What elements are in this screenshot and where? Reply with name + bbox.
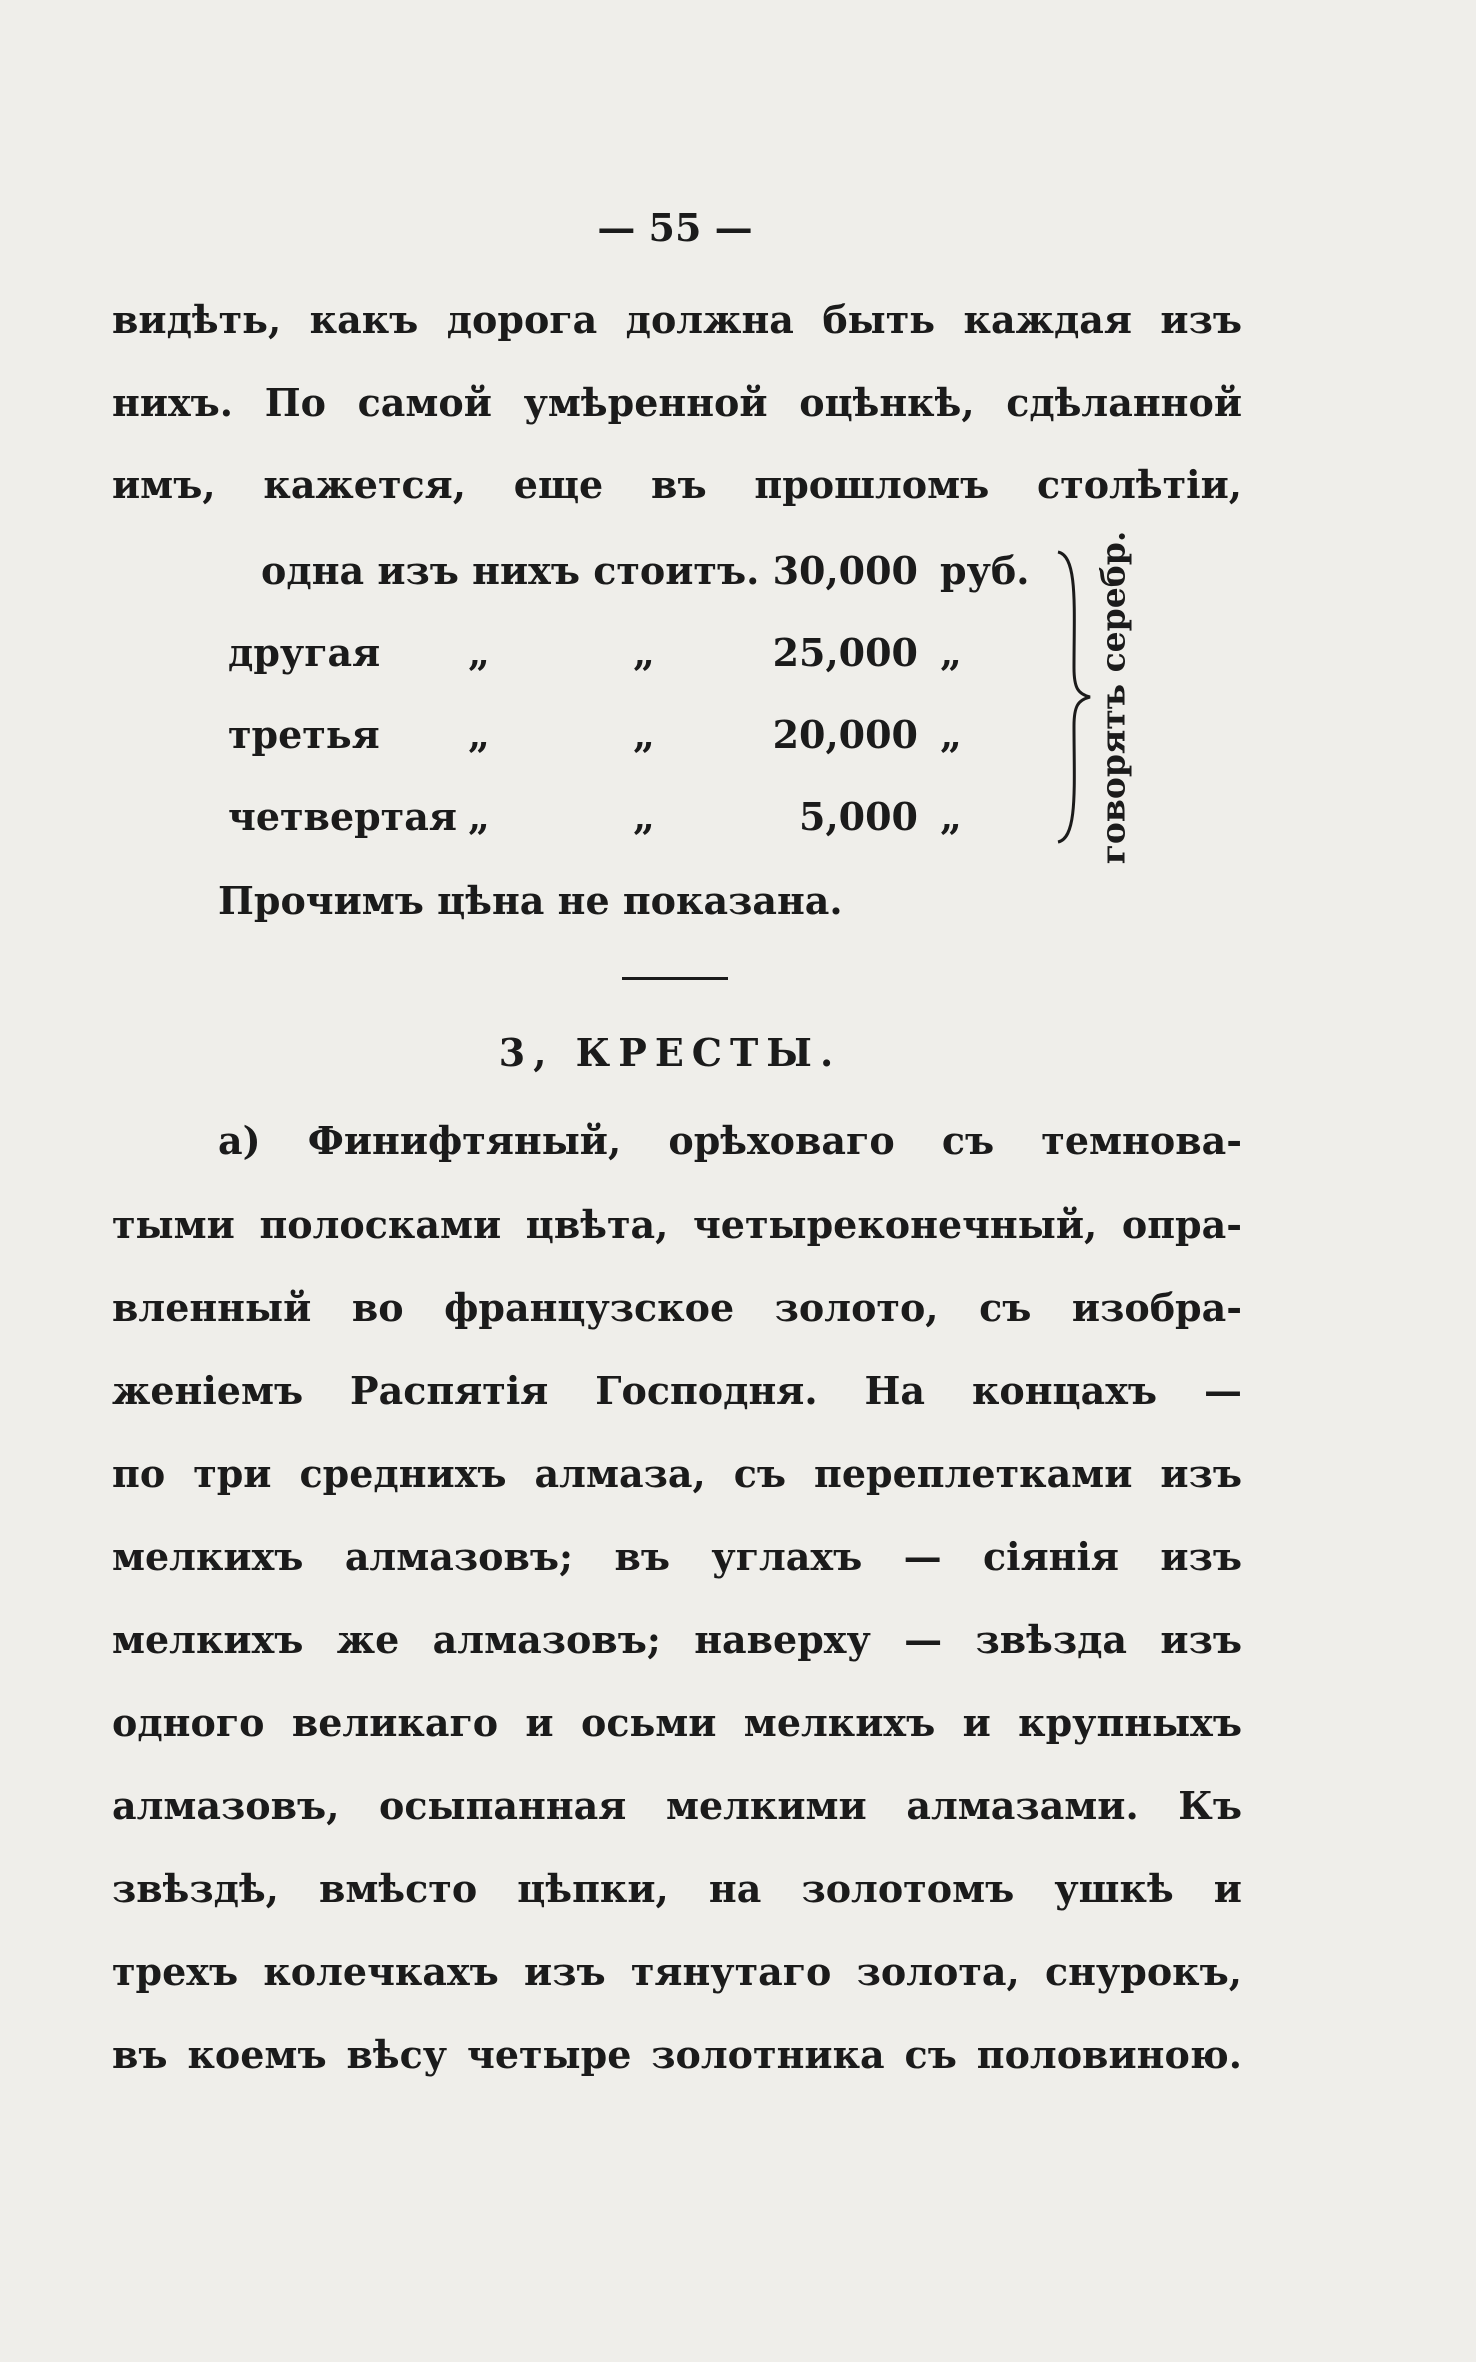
body-line-3: вленный во французское золото, съ изобра- (112, 1285, 1242, 1330)
ditto-mark: „ (468, 630, 490, 675)
body-line-9: алмазовъ, осыпанная мелкими алмазами. Къ (112, 1783, 1242, 1828)
price-row-text: одна изъ нихъ стоитъ. 30,000 (261, 548, 918, 593)
intro-line-1: видѣть, какъ дорога должна быть каждая изъ (112, 297, 1242, 342)
section-divider (622, 977, 728, 980)
body-line-7: мелкихъ же алмазовъ; наверху — звѣзда изъ (112, 1617, 1242, 1662)
body-line-4: женіемъ Распятія Господня. На концахъ — (112, 1368, 1242, 1413)
ditto-mark: „ (468, 712, 490, 757)
price-unit: руб. (940, 548, 1030, 593)
body-line-5: по три среднихъ алмаза, съ переплетками изъ (112, 1451, 1242, 1496)
intro-line-3: имъ, кажется, еще въ прошломъ столѣтіи, (112, 462, 1242, 507)
price-item-name: четвертая (228, 794, 457, 839)
ditto-mark: „ (633, 794, 655, 839)
ditto-mark: „ (940, 794, 962, 839)
body-line-1: а) Финифтяный, орѣховаго съ темнова- (218, 1118, 1242, 1163)
price-amount: 20,000 (772, 712, 918, 757)
body-line-2: тыми полосками цвѣта, четыреконечный, опра- (112, 1202, 1242, 1247)
ditto-mark: „ (633, 630, 655, 675)
section-heading: 3, КРЕСТЫ. (498, 1030, 842, 1075)
ditto-mark: „ (633, 712, 655, 757)
ditto-mark: „ (468, 794, 490, 839)
ditto-mark: „ (940, 712, 962, 757)
price-item-name: другая (228, 630, 381, 675)
price-note-text: говорятъ серебр. (1093, 530, 1133, 864)
body-line-10: звѣздѣ, вмѣсто цѣпки, на золотомъ ушкѣ и (112, 1866, 1242, 1911)
body-line-6: мелкихъ алмазовъ; въ углахъ — сіянія изъ (112, 1534, 1242, 1579)
price-amount: 25,000 (772, 630, 918, 675)
price-amount: 5,000 (799, 794, 918, 839)
price-item-name: третья (228, 712, 380, 757)
page-number: — 55 — (597, 205, 753, 250)
body-line-12: въ коемъ вѣсу четыре золотника съ половиною. (112, 2032, 1242, 2077)
price-note-vertical (1088, 530, 1138, 864)
rest-line: Прочимъ цѣна не показана. (218, 878, 843, 923)
intro-line-2: нихъ. По самой умѣренной оцѣнкѣ, сдѣланной (112, 380, 1242, 425)
body-line-11: трехъ колечкахъ изъ тянутаго золота, снурокъ, (112, 1949, 1242, 1994)
body-line-8: одного великаго и осьми мелкихъ и крупныхъ (112, 1700, 1242, 1745)
ditto-mark: „ (940, 630, 962, 675)
